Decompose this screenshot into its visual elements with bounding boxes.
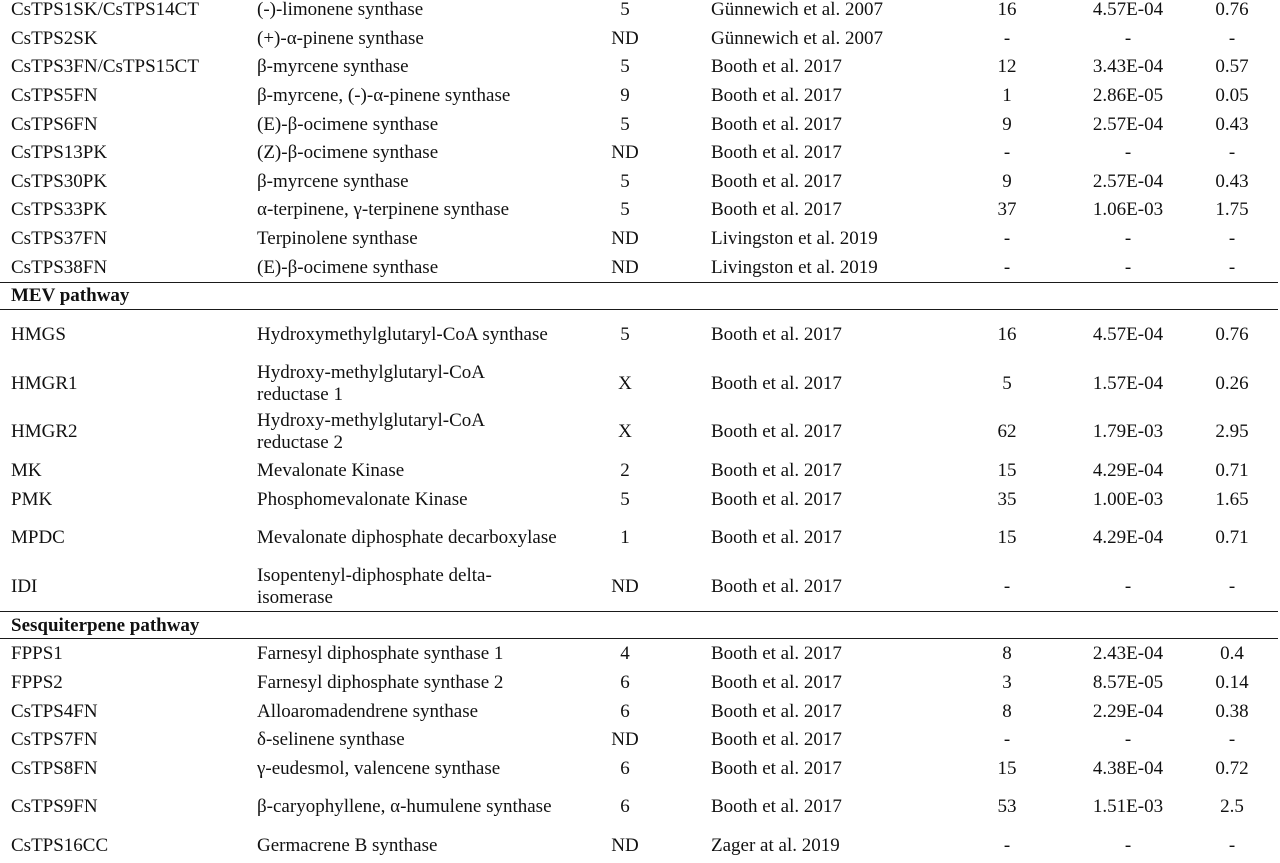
table-row — [0, 832, 1280, 861]
gene-name-cell: HMGR2 — [11, 421, 78, 443]
percent-cell: 0.71 — [1215, 527, 1249, 549]
percent-cell: 0.26 — [1215, 372, 1249, 394]
gene-name-cell: CsTPS9FN — [11, 796, 98, 818]
product-cell: (Z)-β-ocimene synthase — [257, 142, 439, 164]
chromosome-cell: 6 — [620, 671, 630, 693]
table-row — [0, 82, 1280, 111]
table-row — [0, 110, 1280, 139]
percent-cell: - — [1228, 729, 1236, 751]
reference-cell: Booth et al. 2017 — [711, 643, 842, 665]
product-cell: (E)-β-ocimene synthase — [257, 113, 439, 135]
frequency-cell: 1.79E-03 — [1092, 421, 1164, 443]
chromosome-cell: ND — [611, 228, 639, 250]
count-cell: - — [1003, 228, 1011, 250]
percent-cell: - — [1228, 256, 1236, 278]
frequency-cell: 3.43E-04 — [1092, 56, 1164, 78]
table-row — [0, 640, 1280, 669]
table-row — [0, 697, 1280, 726]
percent-cell: - — [1228, 228, 1236, 250]
percent-cell: 0.76 — [1215, 324, 1249, 346]
frequency-cell: 2.43E-04 — [1092, 643, 1164, 665]
gene-name-cell: CsTPS7FN — [11, 729, 98, 751]
chromosome-cell: 5 — [620, 0, 630, 21]
frequency-cell: - — [1124, 575, 1132, 597]
gene-name-cell: CsTPS3FN/CsTPS15CT — [11, 56, 199, 78]
percent-cell: 1.65 — [1215, 488, 1249, 510]
product-cell: Hydroxy-methylglutaryl-CoA reductase 2 — [257, 410, 484, 454]
table-row — [0, 563, 1280, 612]
reference-cell: Booth et al. 2017 — [711, 488, 842, 510]
chromosome-cell: ND — [611, 256, 639, 278]
gene-name-cell: MK — [11, 460, 42, 482]
section-bottom-rule — [0, 638, 1278, 639]
frequency-cell: 2.86E-05 — [1092, 85, 1164, 107]
count-cell: - — [1003, 834, 1011, 856]
reference-cell: Günnewich et al. 2007 — [711, 27, 884, 49]
count-cell: 53 — [997, 796, 1017, 818]
frequency-cell: 4.38E-04 — [1092, 757, 1164, 779]
product-cell: α-terpinene, γ-terpinene synthase — [257, 199, 510, 221]
chromosome-cell: 5 — [620, 488, 630, 510]
count-cell: 15 — [997, 460, 1017, 482]
frequency-cell: 1.57E-04 — [1092, 372, 1164, 394]
chromosome-cell: 4 — [620, 643, 630, 665]
count-cell: 15 — [997, 527, 1017, 549]
gene-name-cell: CsTPS37FN — [11, 228, 108, 250]
gene-name-cell: CsTPS13PK — [11, 142, 108, 164]
gene-name-cell: FPPS2 — [11, 671, 63, 693]
percent-cell: 0.05 — [1215, 85, 1249, 107]
count-cell: 16 — [997, 0, 1017, 21]
table-row — [0, 168, 1280, 197]
frequency-cell: - — [1124, 142, 1132, 164]
reference-cell: Livingston et al. 2019 — [711, 228, 878, 250]
frequency-cell: 2.29E-04 — [1092, 700, 1164, 722]
product-cell: γ-eudesmol, valencene synthase — [257, 757, 501, 779]
table-row — [0, 360, 1280, 409]
count-cell: 9 — [1002, 113, 1012, 135]
reference-cell: Booth et al. 2017 — [711, 324, 842, 346]
table-row — [0, 485, 1280, 514]
gene-name-cell: HMGR1 — [11, 372, 78, 394]
percent-cell: 0.14 — [1215, 671, 1249, 693]
product-cell: δ-selinene synthase — [257, 729, 405, 751]
frequency-cell: 2.57E-04 — [1092, 113, 1164, 135]
reference-cell: Booth et al. 2017 — [711, 142, 842, 164]
reference-cell: Booth et al. 2017 — [711, 421, 842, 443]
frequency-cell: 4.29E-04 — [1092, 460, 1164, 482]
frequency-cell: - — [1124, 729, 1132, 751]
table-row — [0, 225, 1280, 254]
frequency-cell: 4.57E-04 — [1092, 0, 1164, 21]
table-row — [0, 754, 1280, 783]
table-row — [0, 457, 1280, 486]
reference-cell: Booth et al. 2017 — [711, 199, 842, 221]
product-cell: Farnesyl diphosphate synthase 2 — [257, 671, 504, 693]
reference-cell: Livingston et al. 2019 — [711, 256, 878, 278]
product-cell: Farnesyl diphosphate synthase 1 — [257, 643, 504, 665]
table-row — [0, 253, 1280, 282]
chromosome-cell: X — [618, 421, 632, 443]
product-cell: Phosphomevalonate Kinase — [257, 488, 468, 510]
percent-cell: 0.43 — [1215, 170, 1249, 192]
gene-name-cell: CsTPS16CC — [11, 834, 109, 856]
product-cell: (+)-α-pinene synthase — [257, 27, 424, 49]
gene-name-cell: CsTPS38FN — [11, 256, 108, 278]
count-cell: 35 — [997, 488, 1017, 510]
gene-name-cell: CsTPS2SK — [11, 27, 98, 49]
table-row — [0, 0, 1280, 25]
product-cell: Isopentenyl-diphosphate delta-isomerase — [257, 564, 492, 608]
table-row — [0, 514, 1280, 563]
reference-cell: Booth et al. 2017 — [711, 671, 842, 693]
gene-name-cell: MPDC — [11, 527, 65, 549]
frequency-cell: 4.57E-04 — [1092, 324, 1164, 346]
frequency-cell: - — [1124, 228, 1132, 250]
table-row — [0, 783, 1280, 832]
frequency-cell: - — [1124, 256, 1132, 278]
reference-cell: Booth et al. 2017 — [711, 170, 842, 192]
section-bottom-rule — [0, 309, 1278, 310]
table-row — [0, 726, 1280, 755]
percent-cell: - — [1228, 27, 1236, 49]
table-row — [0, 139, 1280, 168]
product-cell: Germacrene B synthase — [257, 834, 438, 856]
gene-name-cell: CsTPS33PK — [11, 199, 108, 221]
percent-cell: 0.57 — [1215, 56, 1249, 78]
count-cell: 15 — [997, 757, 1017, 779]
table-row — [0, 669, 1280, 698]
table-row — [0, 311, 1280, 360]
chromosome-cell: ND — [611, 575, 639, 597]
product-cell: (E)-β-ocimene synthase — [257, 256, 439, 278]
count-cell: 1 — [1002, 85, 1012, 107]
gene-name-cell: CsTPS5FN — [11, 85, 98, 107]
chromosome-cell: 6 — [620, 796, 630, 818]
count-cell: 12 — [997, 56, 1017, 78]
frequency-cell: 4.29E-04 — [1092, 527, 1164, 549]
frequency-cell: 1.00E-03 — [1092, 488, 1164, 510]
table-row — [0, 53, 1280, 82]
count-cell: - — [1003, 142, 1011, 164]
percent-cell: 1.75 — [1215, 199, 1249, 221]
percent-cell: 0.43 — [1215, 113, 1249, 135]
reference-cell: Booth et al. 2017 — [711, 113, 842, 135]
frequency-cell: 2.57E-04 — [1092, 170, 1164, 192]
gene-name-cell: CsTPS4FN — [11, 700, 98, 722]
percent-cell: 0.4 — [1220, 643, 1244, 665]
product-cell: β-myrcene synthase — [257, 56, 409, 78]
product-cell: Hydroxymethylglutaryl-CoA synthase — [257, 324, 548, 346]
count-cell: - — [1003, 256, 1011, 278]
chromosome-cell: 6 — [620, 757, 630, 779]
percent-cell: 2.95 — [1215, 421, 1249, 443]
count-cell: 8 — [1002, 643, 1012, 665]
percent-cell: 2.5 — [1220, 796, 1244, 818]
chromosome-cell: X — [618, 372, 632, 394]
gene-name-cell: IDI — [11, 575, 38, 597]
reference-cell: Booth et al. 2017 — [711, 460, 842, 482]
gene-name-cell: CsTPS6FN — [11, 113, 98, 135]
chromosome-cell: ND — [611, 27, 639, 49]
count-cell: 9 — [1002, 170, 1012, 192]
frequency-cell: - — [1124, 834, 1132, 856]
count-cell: - — [1003, 575, 1011, 597]
reference-cell: Booth et al. 2017 — [711, 757, 842, 779]
count-cell: 37 — [997, 199, 1017, 221]
product-cell: β-caryophyllene, α-humulene synthase — [257, 796, 552, 818]
percent-cell: 0.71 — [1215, 460, 1249, 482]
product-cell: Terpinolene synthase — [257, 228, 418, 250]
chromosome-cell: 5 — [620, 56, 630, 78]
product-cell: Mevalonate Kinase — [257, 460, 405, 482]
product-cell: (-)-limonene synthase — [257, 0, 424, 21]
count-cell: 16 — [997, 324, 1017, 346]
count-cell: 62 — [997, 421, 1017, 443]
reference-cell: Booth et al. 2017 — [711, 729, 842, 751]
frequency-cell: 8.57E-05 — [1092, 671, 1164, 693]
frequency-cell: - — [1124, 27, 1132, 49]
reference-cell: Booth et al. 2017 — [711, 700, 842, 722]
reference-cell: Booth et al. 2017 — [711, 85, 842, 107]
product-cell: Hydroxy-methylglutaryl-CoA reductase 1 — [257, 361, 484, 405]
chromosome-cell: 1 — [620, 527, 630, 549]
chromosome-cell: 5 — [620, 199, 630, 221]
section-header — [0, 611, 1280, 640]
chromosome-cell: ND — [611, 729, 639, 751]
gene-name-cell: FPPS1 — [11, 643, 63, 665]
reference-cell: Booth et al. 2017 — [711, 575, 842, 597]
product-cell: β-myrcene synthase — [257, 170, 409, 192]
percent-cell: 0.76 — [1215, 0, 1249, 21]
frequency-cell: 1.06E-03 — [1092, 199, 1164, 221]
chromosome-cell: 6 — [620, 700, 630, 722]
count-cell: 3 — [1002, 671, 1012, 693]
percent-cell: - — [1228, 575, 1236, 597]
chromosome-cell: ND — [611, 834, 639, 856]
section-title: Sesquiterpene pathway — [11, 614, 200, 636]
count-cell: 8 — [1002, 700, 1012, 722]
frequency-cell: 1.51E-03 — [1092, 796, 1164, 818]
product-cell: β-myrcene, (-)-α-pinene synthase — [257, 85, 511, 107]
table-row — [0, 196, 1280, 225]
gene-name-cell: HMGS — [11, 324, 66, 346]
section-top-rule — [0, 611, 1278, 612]
chromosome-cell: 2 — [620, 460, 630, 482]
table-row — [0, 408, 1280, 457]
chromosome-cell: ND — [611, 142, 639, 164]
reference-cell: Zager at al. 2019 — [711, 834, 840, 856]
gene-name-cell: CsTPS30PK — [11, 170, 108, 192]
reference-cell: Booth et al. 2017 — [711, 796, 842, 818]
reference-cell: Booth et al. 2017 — [711, 527, 842, 549]
gene-name-cell: CsTPS1SK/CsTPS14CT — [11, 0, 199, 21]
percent-cell: - — [1228, 142, 1236, 164]
count-cell: - — [1003, 27, 1011, 49]
table-row — [0, 25, 1280, 54]
reference-cell: Booth et al. 2017 — [711, 372, 842, 394]
section-top-rule — [0, 282, 1278, 283]
reference-cell: Günnewich et al. 2007 — [711, 0, 884, 21]
product-cell: Alloaromadendrene synthase — [257, 700, 479, 722]
gene-name-cell: CsTPS8FN — [11, 757, 98, 779]
percent-cell: 0.72 — [1215, 757, 1249, 779]
percent-cell: 0.38 — [1215, 700, 1249, 722]
chromosome-cell: 5 — [620, 170, 630, 192]
count-cell: - — [1003, 729, 1011, 751]
chromosome-cell: 5 — [620, 324, 630, 346]
chromosome-cell: 9 — [620, 85, 630, 107]
percent-cell: - — [1228, 834, 1236, 856]
section-header — [0, 282, 1280, 311]
product-cell: Mevalonate diphosphate decarboxylase — [257, 527, 557, 549]
gene-name-cell: PMK — [11, 488, 53, 510]
reference-cell: Booth et al. 2017 — [711, 56, 842, 78]
section-title: MEV pathway — [11, 285, 130, 307]
chromosome-cell: 5 — [620, 113, 630, 135]
count-cell: 5 — [1002, 372, 1012, 394]
